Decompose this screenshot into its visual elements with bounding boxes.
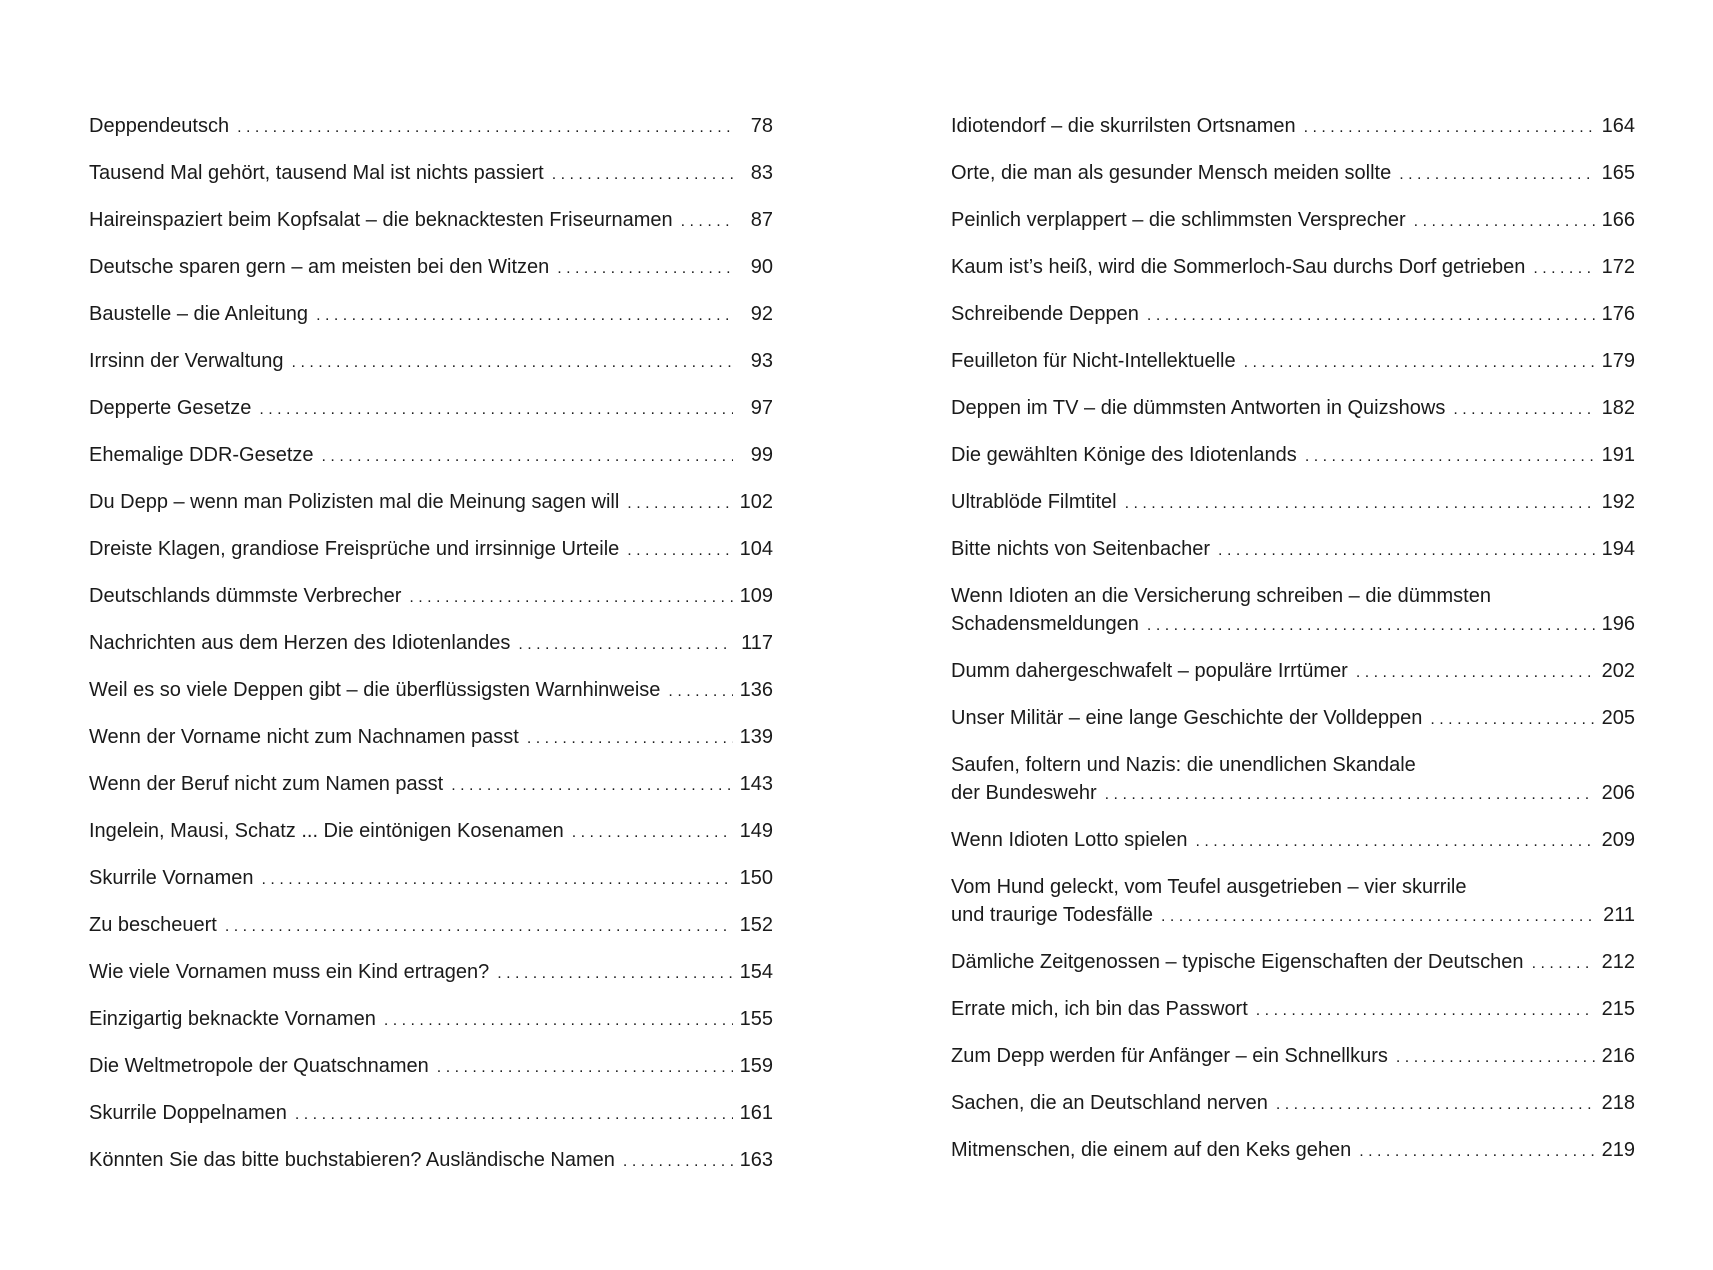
toc-entry[interactable]: [951, 112, 1635, 142]
toc-entry-page-number: 155: [739, 1008, 773, 1030]
toc-entry[interactable]: [89, 300, 773, 330]
toc-entry-title: Die Weltmetropole der Quatschnamen: [89, 1055, 429, 1077]
toc-entry-title: Skurrile Vornamen: [89, 867, 254, 889]
toc-entry-page-number: 104: [739, 538, 773, 560]
toc-entry-page-number: 179: [1601, 350, 1635, 372]
toc-entry-title: Ultrablöde Filmtitel: [951, 491, 1117, 513]
toc-entry-page-number: 164: [1601, 115, 1635, 137]
toc-entry-page-number: 78: [750, 115, 773, 137]
toc-entry-title: Orte, die man als gesunder Mensch meiden sollte: [951, 162, 1392, 184]
toc-entry-page-number: 109: [739, 585, 773, 607]
toc-entry-title-line: Vom Hund geleckt, vom Teufel ausgetrieben – vier skurrile: [951, 876, 1467, 898]
dot-leader: [552, 161, 733, 189]
dot-leader: [292, 349, 733, 377]
toc-entry-title: Kaum ist’s heiß, wird die Sommerloch-Sau durchs Dorf getrieben: [951, 256, 1526, 278]
toc-entry-title: Dämliche Zeitgenossen – typische Eigenschaften der Deutschen: [951, 951, 1524, 973]
toc-entry[interactable]: [951, 704, 1635, 734]
toc-entry-title: Errate mich, ich bin das Passwort: [951, 998, 1248, 1020]
toc-entry-page-number: 166: [1601, 209, 1635, 231]
toc-entry-title: Dreiste Klagen, grandiose Freisprüche und irrsinnige Urteile: [89, 538, 620, 560]
dot-leader: [409, 584, 733, 612]
toc-right-page: [951, 112, 1635, 1183]
toc-entry-page-number: 206: [1601, 782, 1635, 804]
toc-entry-page-number: 209: [1601, 829, 1635, 851]
toc-entry-page-number: 161: [739, 1102, 773, 1124]
toc-entry-title: Baustelle – die Anleitung: [89, 303, 309, 325]
toc-entry[interactable]: [951, 826, 1635, 856]
toc-entry[interactable]: [951, 253, 1635, 283]
dot-leader: [1147, 612, 1595, 640]
dot-leader: [1218, 537, 1595, 565]
toc-entry-title: Mitmenschen, die einem auf den Keks gehen: [951, 1139, 1352, 1161]
toc-entry-page-number: 87: [750, 209, 773, 231]
toc-entry[interactable]: [89, 1052, 773, 1082]
toc-entry[interactable]: [89, 206, 773, 236]
toc-entry-page-number: 165: [1601, 162, 1635, 184]
toc-entry[interactable]: [951, 300, 1635, 330]
dot-leader: [259, 396, 733, 424]
toc-entry-page-number: 219: [1601, 1139, 1635, 1161]
dot-leader: [322, 443, 733, 471]
toc-entry-page-number: 192: [1601, 491, 1635, 513]
toc-entry-title: Peinlich verplappert – die schlimmsten Versprecher: [951, 209, 1406, 231]
toc-entry-title: Irrsinn der Verwaltung: [89, 350, 284, 372]
toc-entry-title: Nachrichten aus dem Herzen des Idiotenlandes: [89, 632, 511, 654]
toc-entry-title-line: Wenn Idioten an die Versicherung schreiben – die dümmsten: [951, 585, 1491, 607]
toc-entry-title: Idiotendorf – die skurrilsten Ortsnamen: [951, 115, 1296, 137]
toc-entry-title: Zu bescheuert: [89, 914, 217, 936]
toc-entry-page-number: 159: [739, 1055, 773, 1077]
toc-entry-title: Depperte Gesetze: [89, 397, 252, 419]
dot-leader: [1161, 903, 1595, 931]
toc-entry-title: Ehemalige DDR-Gesetze: [89, 444, 314, 466]
toc-entry[interactable]: [951, 1136, 1635, 1166]
toc-entry-title: Du Depp – wenn man Polizisten mal die Meinung sagen will: [89, 491, 620, 513]
toc-entry-title: Wenn der Beruf nicht zum Namen passt: [89, 773, 444, 795]
toc-entry[interactable]: [951, 657, 1635, 687]
toc-entry-title: Feuilleton für Nicht-Intellektuelle: [951, 350, 1236, 372]
toc-entry[interactable]: [951, 394, 1635, 424]
toc-entry-title: Schadensmeldungen: [951, 613, 1139, 635]
dot-leader: [1147, 302, 1595, 330]
toc-entry[interactable]: [951, 751, 1635, 809]
toc-entry[interactable]: [951, 1089, 1635, 1119]
toc-entry[interactable]: [951, 488, 1635, 518]
toc-entry[interactable]: [89, 958, 773, 988]
toc-entry-page-number: 92: [750, 303, 773, 325]
toc-entry[interactable]: [951, 995, 1635, 1025]
toc-entry[interactable]: [89, 817, 773, 847]
toc-entry-title: Wie viele Vornamen muss ein Kind ertragen?: [89, 961, 490, 983]
toc-entry-page-number: 102: [739, 491, 773, 513]
dot-leader: [316, 302, 733, 330]
dot-leader: [1195, 828, 1595, 856]
dot-leader: [1305, 443, 1595, 471]
toc-entry-page-number: 99: [750, 444, 773, 466]
toc-entry-title: Die gewählten Könige des Idiotenlands: [951, 444, 1297, 466]
toc-entry[interactable]: [89, 441, 773, 471]
toc-entry[interactable]: [951, 535, 1635, 565]
toc-left-page: [89, 112, 773, 1193]
toc-entry-page-number: 194: [1601, 538, 1635, 560]
toc-entry[interactable]: [951, 873, 1635, 931]
toc-entry-page-number: 216: [1601, 1045, 1635, 1067]
toc-entry-page-number: 152: [739, 914, 773, 936]
toc-entry-page-number: 176: [1601, 303, 1635, 325]
toc-entry-page-number: 196: [1601, 613, 1635, 635]
toc-entry-page-number: 117: [741, 632, 773, 654]
dot-leader: [497, 960, 733, 988]
toc-entry[interactable]: [89, 770, 773, 800]
toc-entry-title: Deutschlands dümmste Verbrecher: [89, 585, 402, 607]
toc-entry[interactable]: [951, 1042, 1635, 1072]
toc-entry[interactable]: [89, 864, 773, 894]
toc-entry-page-number: 90: [750, 256, 773, 278]
toc-entry-page-number: 143: [739, 773, 773, 795]
toc-entry[interactable]: [89, 676, 773, 706]
toc-entry-page-number: 202: [1601, 660, 1635, 682]
dot-leader: [527, 725, 733, 753]
toc-entry-title: Weil es so viele Deppen gibt – die überflüssigsten Warnhinweise: [89, 679, 661, 701]
toc-entry-page-number: 211: [1603, 904, 1635, 926]
toc-entry-title: Wenn der Vorname nicht zum Nachnamen passt: [89, 726, 519, 748]
toc-entry[interactable]: [89, 347, 773, 377]
dot-leader: [1396, 1044, 1595, 1072]
toc-entry[interactable]: [89, 911, 773, 941]
toc-entry[interactable]: [951, 159, 1635, 189]
toc-entry[interactable]: [89, 112, 773, 142]
toc-entry[interactable]: [89, 582, 773, 612]
dot-leader: [1244, 349, 1595, 377]
toc-entry[interactable]: [951, 206, 1635, 236]
toc-entry[interactable]: [951, 948, 1635, 978]
dot-leader: [384, 1007, 733, 1035]
toc-entry-title: Skurrile Doppelnamen: [89, 1102, 287, 1124]
toc-entry[interactable]: [951, 441, 1635, 471]
toc-entry-title: der Bundeswehr: [951, 782, 1097, 804]
toc-entry[interactable]: [89, 253, 773, 283]
toc-entry-page-number: 83: [750, 162, 773, 184]
dot-leader: [1533, 255, 1595, 283]
toc-entry-title: Wenn Idioten Lotto spielen: [951, 829, 1188, 851]
toc-entry[interactable]: [951, 582, 1635, 640]
dot-leader: [1125, 490, 1595, 518]
toc-entry[interactable]: [89, 488, 773, 518]
toc-entry[interactable]: [89, 1146, 773, 1176]
dot-leader: [237, 114, 733, 142]
toc-entry-title: Ingelein, Mausi, Schatz ... Die eintönigen Kosenamen: [89, 820, 564, 842]
toc-entry-title: Deutsche sparen gern – am meisten bei den Witzen: [89, 256, 550, 278]
dot-leader: [437, 1054, 733, 1082]
dot-leader: [1304, 114, 1595, 142]
dot-leader: [518, 631, 733, 659]
dot-leader: [572, 819, 733, 847]
dot-leader: [1399, 161, 1595, 189]
toc-entry[interactable]: [89, 1099, 773, 1129]
toc-entry-page-number: 172: [1601, 256, 1635, 278]
toc-entry-page-number: 182: [1601, 397, 1635, 419]
toc-entry-title: Sachen, die an Deutschland nerven: [951, 1092, 1268, 1114]
toc-entry-page-number: 218: [1601, 1092, 1635, 1114]
toc-entry-page-number: 205: [1601, 707, 1635, 729]
dot-leader: [557, 255, 733, 283]
toc-entry-page-number: 93: [750, 350, 773, 372]
dot-leader: [627, 537, 733, 565]
toc-entry-title: Unser Militär – eine lange Geschichte der Volldeppen: [951, 707, 1423, 729]
toc-entry-title: Schreibende Deppen: [951, 303, 1139, 325]
toc-entry-page-number: 215: [1601, 998, 1635, 1020]
toc-entry[interactable]: [89, 394, 773, 424]
dot-leader: [623, 1148, 733, 1176]
toc-entry-title-line: Saufen, foltern und Nazis: die unendlichen Skandale: [951, 754, 1416, 776]
toc-entry-title: Dumm dahergeschwafelt – populäre Irrtümer: [951, 660, 1348, 682]
dot-leader: [451, 772, 733, 800]
dot-leader: [681, 208, 733, 236]
toc-entry[interactable]: [951, 347, 1635, 377]
dot-leader: [1430, 706, 1595, 734]
toc-entry-title: Einzigartig beknackte Vornamen: [89, 1008, 376, 1030]
dot-leader: [225, 913, 733, 941]
toc-entry-page-number: 136: [739, 679, 773, 701]
dot-leader: [1256, 997, 1595, 1025]
toc-entry-title: Zum Depp werden für Anfänger – ein Schnellkurs: [951, 1045, 1388, 1067]
toc-entry-title: Deppendeutsch: [89, 115, 230, 137]
dot-leader: [1276, 1091, 1595, 1119]
dot-leader: [1532, 950, 1595, 978]
toc-entry[interactable]: [89, 723, 773, 753]
dot-leader: [1453, 396, 1595, 424]
toc-entry-title: und traurige Todesfälle: [951, 904, 1153, 926]
toc-entry-page-number: 163: [739, 1149, 773, 1171]
dot-leader: [1359, 1138, 1595, 1166]
toc-entry-page-number: 150: [739, 867, 773, 889]
toc-entry-page-number: 191: [1601, 444, 1635, 466]
toc-entry-title: Deppen im TV – die dümmsten Antworten in Quizshows: [951, 397, 1446, 419]
dot-leader: [1356, 659, 1595, 687]
dot-leader: [262, 866, 733, 894]
toc-entry[interactable]: [89, 159, 773, 189]
toc-entry[interactable]: [89, 535, 773, 565]
toc-entry-title: Tausend Mal gehört, tausend Mal ist nichts passiert: [89, 162, 544, 184]
dot-leader: [1105, 781, 1595, 809]
toc-entry-page-number: 154: [739, 961, 773, 983]
toc-entry[interactable]: [89, 629, 773, 659]
toc-entry-page-number: 97: [750, 397, 773, 419]
dot-leader: [668, 678, 733, 706]
toc-entry-page-number: 139: [739, 726, 773, 748]
dot-leader: [295, 1101, 733, 1129]
toc-entry-title: Könnten Sie das bitte buchstabieren? Ausländische Namen: [89, 1149, 615, 1171]
toc-entry-title: Bitte nichts von Seitenbacher: [951, 538, 1211, 560]
toc-entry-title: Haireinspaziert beim Kopfsalat – die beknacktesten Friseurnamen: [89, 209, 673, 231]
toc-entry-page-number: 149: [739, 820, 773, 842]
dot-leader: [1414, 208, 1595, 236]
toc-entry[interactable]: [89, 1005, 773, 1035]
toc-entry-page-number: 212: [1601, 951, 1635, 973]
dot-leader: [627, 490, 733, 518]
